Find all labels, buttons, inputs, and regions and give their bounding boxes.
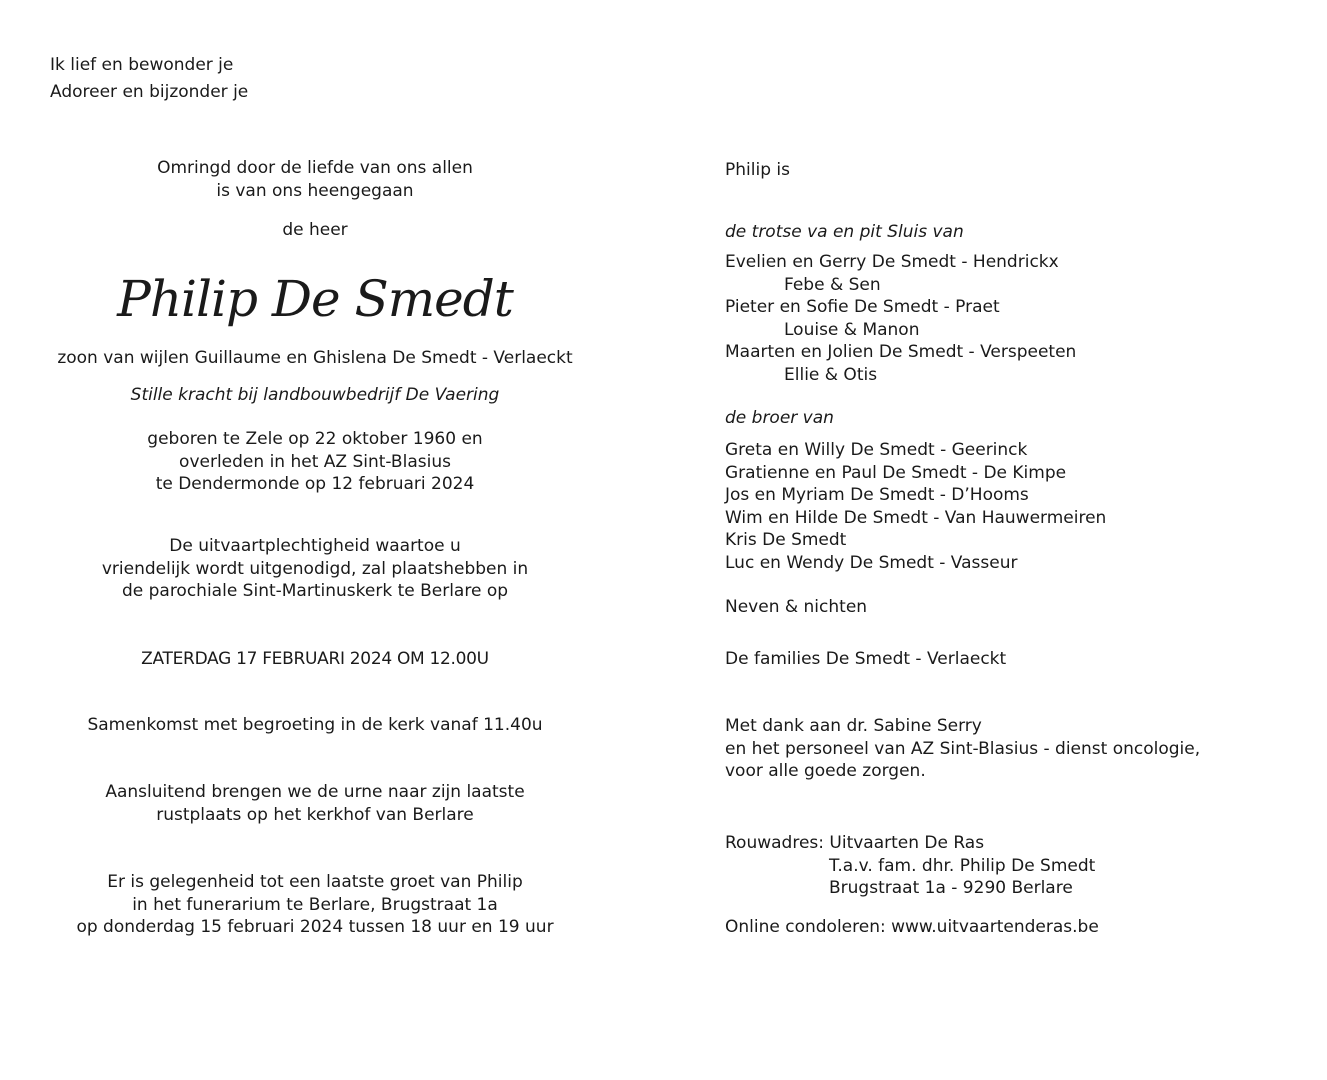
invitation-line: De uitvaartplechtigheid waartoe u bbox=[169, 536, 461, 556]
poem-line: Ik lief en bewonder je bbox=[50, 55, 234, 75]
siblings-list bbox=[725, 439, 1106, 574]
address-label: Rouwadres: Uitvaarten De Ras bbox=[725, 833, 985, 853]
burial-line: rustplaats op het kerkhof van Berlare bbox=[156, 804, 474, 825]
address-line: T.a.v. fam. dhr. Philip De Smedt bbox=[829, 855, 1096, 876]
sibling: Luc en Wendy De Smedt - Vasseur bbox=[725, 552, 1018, 573]
intro-line: Omringd door de liefde van ons allen bbox=[157, 158, 473, 178]
life-dates bbox=[50, 428, 580, 496]
child-couple: Pieter en Sofie De Smedt - Praet bbox=[725, 297, 1000, 317]
burial bbox=[50, 781, 580, 826]
child-couple: Evelien en Gerry De Smedt - Hendrickx bbox=[725, 252, 1059, 272]
address-line: Brugstraat 1a - 9290 Berlare bbox=[829, 878, 1073, 898]
sibling: Kris De Smedt bbox=[725, 530, 847, 550]
thanks-line: en het personeel van AZ Sint-Blasius - dienst oncologie, bbox=[725, 738, 1201, 759]
father-heading: de trotse va en pit Sluis van bbox=[725, 222, 964, 242]
cousins: Neven & nichten bbox=[725, 597, 868, 617]
children-list bbox=[725, 251, 1076, 386]
grandchildren: Febe & Sen bbox=[784, 274, 881, 295]
life-dates-line: overleden in het AZ Sint-Blasius bbox=[179, 451, 451, 472]
online-condolences: Online condoleren: www.uitvaartenderas.be bbox=[725, 917, 1099, 937]
poem bbox=[50, 52, 248, 106]
families: De families De Smedt - Verlaeckt bbox=[725, 649, 1007, 669]
farewell bbox=[50, 871, 580, 939]
sibling: Wim en Hilde De Smedt - Van Hauwermeiren bbox=[725, 507, 1107, 528]
burial-line: Aansluitend brengen we de urne naar zijn laatste bbox=[105, 782, 525, 802]
invitation bbox=[50, 535, 580, 603]
sibling: Greta en Willy De Smedt - Geerinck bbox=[725, 440, 1028, 460]
invitation-line: vriendelijk wordt uitgenodigd, zal plaatshebben in bbox=[101, 558, 529, 579]
sibling: Jos en Myriam De Smedt - D’Hooms bbox=[725, 485, 1029, 505]
deceased-name: Philip De Smedt bbox=[117, 270, 513, 328]
sibling: Gratienne en Paul De Smedt - De Kimpe bbox=[725, 462, 1067, 483]
thanks bbox=[725, 715, 1200, 783]
brother-heading: de broer van bbox=[725, 408, 834, 428]
farewell-line: Er is gelegenheid tot een laatste groet van Philip bbox=[107, 872, 523, 892]
intro bbox=[50, 157, 580, 202]
poem-line: Adoreer en bijzonder je bbox=[50, 82, 249, 102]
title-prefix: de heer bbox=[282, 220, 348, 240]
grandchildren: Ellie & Otis bbox=[784, 364, 878, 385]
life-dates-line: te Dendermonde op 12 februari 2024 bbox=[155, 474, 475, 494]
intro-line: is van ons heengegaan bbox=[216, 180, 414, 201]
opening: Philip is bbox=[725, 160, 790, 180]
mourning-address bbox=[725, 832, 1095, 900]
ceremony-date: ZATERDAG 17 FEBRUARI 2024 OM 12.00U bbox=[141, 649, 489, 669]
child-couple: Maarten en Jolien De Smedt - Verspeeten bbox=[725, 342, 1077, 362]
thanks-line: Met dank aan dr. Sabine Serry bbox=[725, 716, 982, 736]
tagline: Stille kracht bij landbouwbedrijf De Vaering bbox=[130, 385, 500, 405]
farewell-line: in het funerarium te Berlare, Brugstraat 1a bbox=[132, 894, 498, 915]
grandchildren: Louise & Manon bbox=[784, 319, 920, 340]
gathering: Samenkomst met begroeting in de kerk vanaf 11.40u bbox=[87, 715, 543, 735]
invitation-line: de parochiale Sint-Martinuskerk te Berlare op bbox=[121, 581, 509, 601]
thanks-line: voor alle goede zorgen. bbox=[725, 761, 926, 781]
parents: zoon van wijlen Guillaume en Ghislena De Smedt - Verlaeckt bbox=[57, 348, 573, 368]
farewell-line: op donderdag 15 februari 2024 tussen 18 uur en 19 uur bbox=[76, 917, 554, 937]
life-dates-line: geboren te Zele op 22 oktober 1960 en bbox=[147, 429, 483, 449]
